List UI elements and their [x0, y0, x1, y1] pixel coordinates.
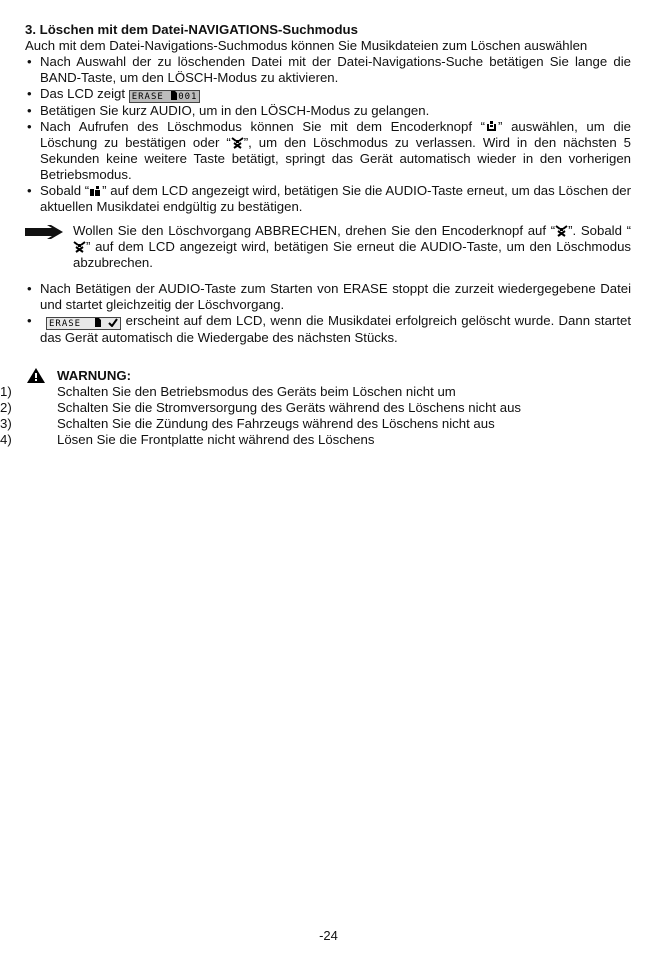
steps-list — [25, 54, 631, 215]
item-text: Schalten Sie die Stromversorgung des Geräts während des Löschens nicht aus — [57, 400, 522, 415]
bullet-dot: • — [27, 183, 32, 198]
item-number: 1) — [0, 384, 12, 399]
warning-triangle-icon — [27, 368, 45, 383]
list-item — [0, 416, 631, 432]
manual-page — [0, 22, 632, 448]
step-text: Betätigen Sie kurz AUDIO, um in den LÖSCH-Modus zu gelangen. — [40, 103, 430, 118]
note-text: ” auf dem LCD angezeigt wird, betätigen Sie erneut die AUDIO-Taste, um den Löschmodus abzubrechen. — [73, 239, 631, 270]
lcd-display — [46, 317, 121, 330]
cancel-icon — [73, 241, 86, 253]
section-title: 3. Löschen mit dem Datei-NAVIGATIONS-Suchmodus — [25, 22, 358, 37]
list-item — [25, 54, 631, 86]
cancel-icon — [231, 137, 244, 149]
file-icon — [94, 318, 102, 327]
step-text: Das LCD zeigt — [40, 86, 126, 101]
lcd-erase-label: ERASE — [131, 92, 164, 102]
item-number: 2) — [0, 400, 12, 415]
bullet-dot: • — [27, 86, 32, 101]
bullet-dot: • — [27, 119, 32, 134]
list-item — [25, 183, 631, 215]
bullet-dot: • — [27, 281, 32, 296]
confirm-delete-icon — [485, 121, 498, 133]
step-text: ” auf dem LCD angezeigt wird, betätigen Sie die AUDIO-Taste erneut, um das Löschen der aktuellen Musikdatei endgültig zu bestätigen. — [40, 183, 632, 214]
note-text: Wollen Sie den Löschvorgang ABBRECHEN, drehen Sie den Encoderknopf auf “ — [73, 223, 556, 238]
cancel-icon — [555, 225, 568, 237]
list-item — [25, 313, 631, 346]
page-number: -24 — [319, 928, 338, 943]
list-item — [0, 400, 631, 416]
list-item — [0, 384, 631, 400]
lcd-track-number: 001 — [178, 92, 198, 102]
arrow-right-icon — [25, 225, 63, 239]
step-text: ” auswählen, um die Löschung zu bestätigen oder “ — [40, 119, 631, 150]
item-number: 3) — [0, 416, 12, 431]
list-item — [25, 86, 631, 103]
steps-list-2 — [25, 281, 631, 346]
bullet-dot: • — [27, 313, 32, 328]
lcd-erase-label: ERASE — [49, 319, 82, 329]
item-text: Lösen Sie die Frontplatte nicht während des Löschens — [57, 432, 375, 447]
step-text: Nach Betätigen der AUDIO-Taste zum Starten von ERASE stoppt die zurzeit wiedergegebene Datei und startet gleichzeitig der Löschvorgang. — [40, 281, 631, 312]
item-text: Schalten Sie den Betriebsmodus des Geräts beim Löschen nicht um — [57, 384, 456, 399]
list-item — [25, 103, 631, 119]
bullet-dot: • — [27, 103, 32, 118]
warning-title: WARNUNG: — [57, 368, 131, 383]
step-text: Sobald “ — [40, 183, 90, 198]
intro-paragraph: Auch mit dem Datei-Navigations-Suchmodus können Sie Musikdateien zum Löschen auswählen — [25, 38, 588, 53]
note-block — [25, 223, 631, 271]
checkmark-icon — [108, 318, 118, 327]
step-text: Nach Aufrufen des Löschmodus können Sie mit dem Encoderknopf “ — [40, 119, 486, 134]
bullet-dot: • — [27, 54, 32, 69]
list-item — [25, 119, 631, 183]
item-number: 4) — [0, 432, 12, 447]
note-text: ”. Sobald “ — [568, 223, 631, 238]
lcd-display — [129, 90, 201, 103]
warning-heading — [25, 368, 631, 384]
step-text: erscheint auf dem LCD, wenn die Musikdatei erfolgreich gelöscht wurde. Dann startet das Gerät automatisch die Wiedergabe des nächsten Stücks. — [40, 313, 631, 345]
warning-list — [0, 384, 631, 448]
step-text: ”, um den Löschmodus zu verlassen. Wird in den nächsten 5 Sekunden keine weitere Taste betätigt, springt das Gerät automatisch wieder in den vorherigen Betriebsmodus. — [40, 135, 631, 182]
list-item — [25, 281, 631, 313]
step-text: Nach Auswahl der zu löschenden Datei mit der Datei-Navigations-Suche betätigen Sie lange die BAND-Taste, um den LÖSCH-Modus zu aktivieren. — [40, 54, 631, 85]
delete-icon — [89, 185, 102, 197]
list-item — [0, 432, 631, 448]
item-text: Schalten Sie die Zündung des Fahrzeugs während des Löschens nicht aus — [57, 416, 495, 431]
